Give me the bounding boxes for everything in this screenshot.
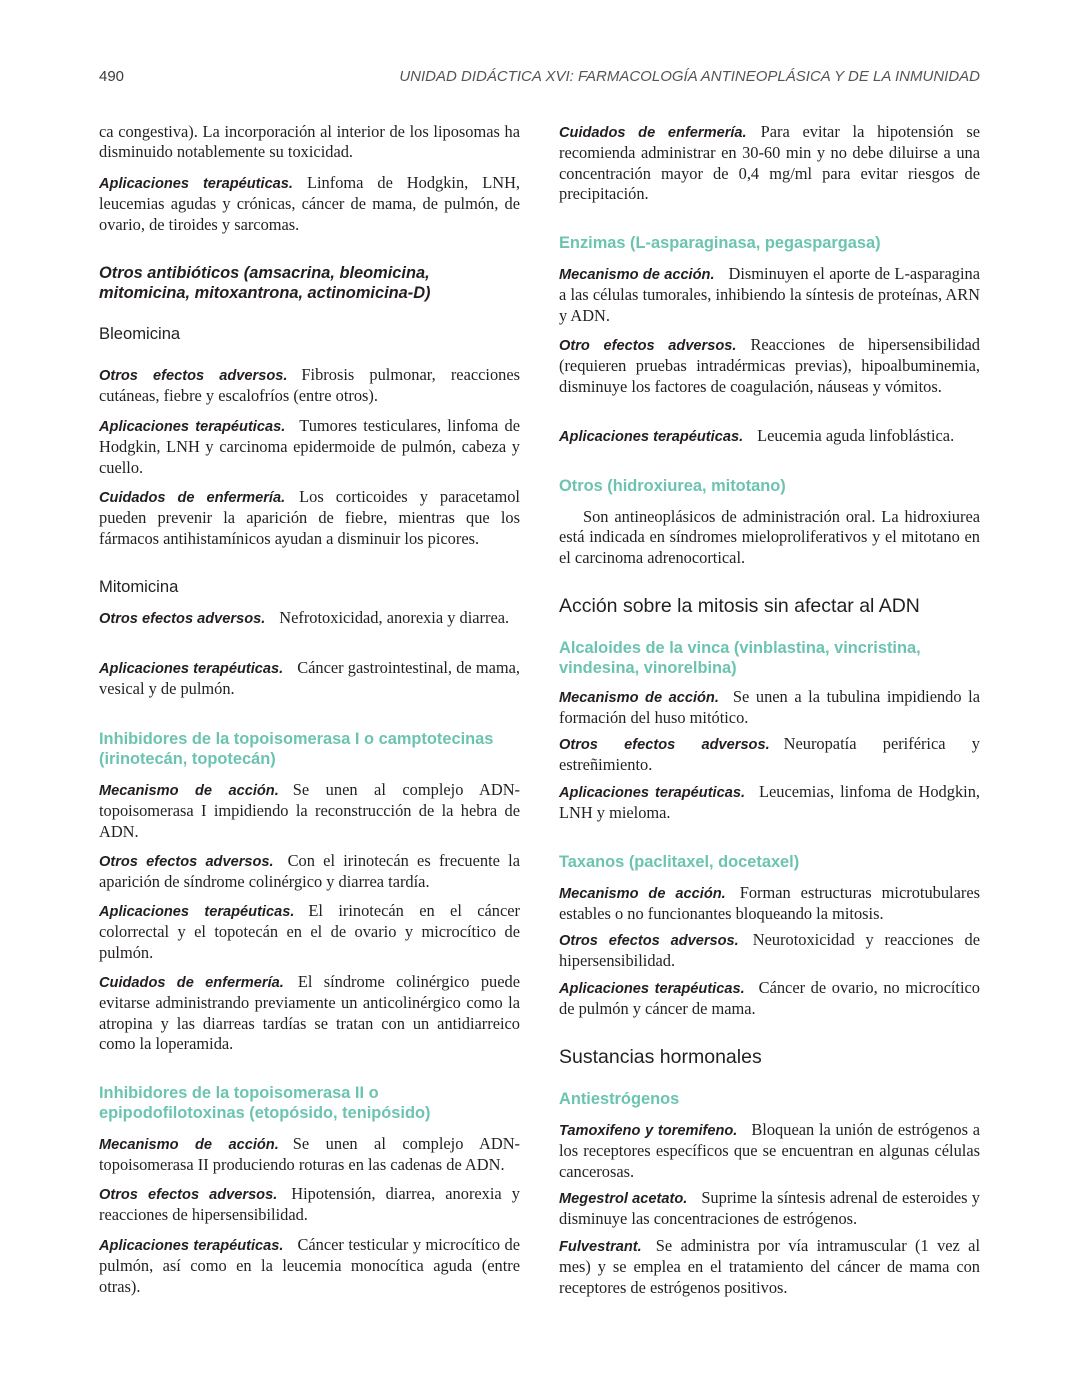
paragraph-label: Aplicaciones terapéuticas. xyxy=(559,981,745,997)
paragraph-label: Aplicaciones terapéuticas. xyxy=(99,1238,284,1254)
paragraph-text: Nefrotoxicidad, anorexia y diarrea. xyxy=(279,608,510,627)
paragraph-text: Leucemia aguda linfoblástica. xyxy=(757,426,955,445)
paragraph-label: Megestrol acetato. xyxy=(559,1191,688,1207)
paragraph xyxy=(559,264,980,326)
paragraph xyxy=(559,1236,980,1298)
paragraph-label: Mecanismo de acción. xyxy=(99,1137,279,1153)
paragraph-label: Aplicaciones terapéuticas. xyxy=(559,429,744,445)
paragraph-text: Disminuyen el aporte de L-asparagina a las células tumorales, inhibiendo la síntesis de proteínas, ARN y ADN. xyxy=(559,264,980,325)
paragraph-text: Son antineoplásicos de administración oral. La hidroxiurea está indicada en síndromes mieloproliferativos y el mitotano en el carcinoma adrenocortical. xyxy=(559,507,980,567)
paragraph-label: Cuidados de enfermería. xyxy=(99,490,286,506)
paragraph xyxy=(559,426,980,447)
paragraph xyxy=(559,1120,980,1182)
subsection-heading: Otros antibióticos (amsacrina, bleomicina, mitomicina, mitoxantrona, actinomicina-D) xyxy=(99,264,431,303)
paragraph-text: Reacciones de hipersensibilidad (requieren pruebas intradérmicas previas), hipoalbuminemia, disminuye los factores de coagulación, náuseas y vómitos. xyxy=(559,335,980,396)
paragraph-label: Otros efectos adversos. xyxy=(99,1187,278,1203)
paragraph-text: Se administra por vía intramuscular (1 vez al mes) y se emplea en el tratamiento del cáncer de mama con receptores de estrógenos positivos. xyxy=(559,1236,980,1297)
paragraph-label: Aplicaciones terapéuticas. xyxy=(99,419,286,435)
paragraph-label: Tamoxifeno y toremifeno. xyxy=(559,1123,738,1139)
paragraph-label: Aplicaciones terapéuticas. xyxy=(99,661,284,677)
paragraph-text: Tumores testiculares, linfoma de Hodgkin, LNH y carcinoma epidermoide de pulmón, cabeza y cuello. xyxy=(99,416,520,477)
paragraph-text: El síndrome colinérgico puede evitarse administrando previamente un anticolinérgico como la atropina y las diarreas tardías se tratan con un antidiarreico como la loperamida. xyxy=(99,972,520,1053)
paragraph xyxy=(99,487,520,549)
paragraph-text: Cáncer gastrointestinal, de mama, vesical y de pulmón. xyxy=(99,658,520,699)
paragraph xyxy=(559,507,980,568)
paragraph xyxy=(99,1134,520,1176)
paragraph-text: Se unen al complejo ADN-topoisomerasa II produciendo roturas en las cadenas de ADN. xyxy=(99,1134,520,1175)
paragraph-label: Otros efectos adversos. xyxy=(559,933,739,949)
subsection-heading: Inhibidores de la topoisomerasa I o camptotecinas (irinotecán, topotecán) xyxy=(99,730,494,769)
paragraph-text: El irinotecán en el cáncer colorrectal y el topotecán en el de ovario y microcítico de pulmón. xyxy=(99,901,520,962)
paragraph xyxy=(99,851,520,893)
paragraph xyxy=(99,901,520,963)
paragraph xyxy=(99,122,520,163)
paragraph xyxy=(559,335,980,397)
paragraph-label: Cuidados de enfermería. xyxy=(559,125,747,141)
paragraph-text: Leucemias, linfoma de Hodgkin, LNH y mieloma. xyxy=(559,782,980,823)
paragraph xyxy=(99,780,520,842)
paragraph-text: Se unen al complejo ADN-topoisomerasa I impidiendo la reconstrucción de la hebra de ADN. xyxy=(99,780,520,841)
paragraph xyxy=(99,1184,520,1226)
paragraph-label: Fulvestrant. xyxy=(559,1239,642,1255)
paragraph xyxy=(99,608,520,629)
paragraph-text: Neurotoxicidad y reacciones de hipersensibilidad. xyxy=(559,930,980,971)
section-heading: Sustancias hormonales xyxy=(559,1046,762,1068)
subsection-heading: Inhibidores de la topoisomerasa II o epipodofilotoxinas (etopósido, tenipósido) xyxy=(99,1084,431,1123)
paragraph xyxy=(559,687,980,729)
paragraph-text: Con el irinotecán es frecuente la aparición de síndrome colinérgico y diarrea tardía. xyxy=(99,851,520,892)
running-title: UNIDAD DIDÁCTICA XVI: FARMACOLOGÍA ANTINEOPLÁSICA Y DE LA INMUNIDAD xyxy=(399,68,980,85)
paragraph-text: Bloquean la unión de estrógenos a los receptores específicos que se encuentran en algunas células cancerosas. xyxy=(559,1120,980,1181)
paragraph-text: Fibrosis pulmonar, reacciones cutáneas, fiebre y escalofríos (entre otros). xyxy=(99,365,520,406)
paragraph xyxy=(99,1235,520,1297)
paragraph-text: Suprime la síntesis adrenal de esteroides y disminuye las concentraciones de estrógenos. xyxy=(559,1188,980,1229)
subsection-heading: Taxanos (paclitaxel, docetaxel) xyxy=(559,853,800,871)
paragraph xyxy=(559,122,980,204)
paragraph-text: Los corticoides y paracetamol pueden prevenir la aparición de fiebre, mientras que los fármacos antihistamínicos ayudan a disminuir los picores. xyxy=(99,487,520,548)
paragraph xyxy=(559,883,980,925)
paragraph-text: Cáncer de ovario, no microcítico de pulmón y cáncer de mama. xyxy=(559,978,980,1019)
paragraph-label: Cuidados de enfermería. xyxy=(99,975,284,991)
paragraph-label: Mecanismo de acción. xyxy=(99,783,279,799)
paragraph-label: Otros efectos adversos. xyxy=(559,737,770,753)
subsection-heading: Enzimas (L-asparaginasa, pegaspargasa) xyxy=(559,234,881,252)
drug-heading: Bleomicina xyxy=(99,324,181,343)
subsection-heading: Alcaloides de la vinca (vinblastina, vincristina, vindesina, vinorelbina) xyxy=(559,639,921,678)
paragraph-text: ca congestiva). La incorporación al interior de los liposomas ha disminuido notablemente su toxicidad. xyxy=(99,122,520,162)
drug-heading: Mitomicina xyxy=(99,577,179,596)
paragraph xyxy=(99,972,520,1054)
page-number: 490 xyxy=(99,68,125,85)
paragraph xyxy=(99,173,520,235)
paragraph-label: Aplicaciones terapéuticas. xyxy=(99,904,295,920)
subsection-heading: Otros (hidroxiurea, mitotano) xyxy=(559,477,786,495)
paragraph-text: Linfoma de Hodgkin, LNH, leucemias agudas y crónicas, cáncer de mama, de pulmón, de ovario, de tiroides y sarcomas. xyxy=(99,173,521,234)
paragraph xyxy=(99,416,520,478)
paragraph-label: Otro efectos adversos. xyxy=(559,338,737,354)
paragraph-label: Aplicaciones terapéuticas. xyxy=(99,176,293,192)
paragraph-label: Otros efectos adversos. xyxy=(99,854,274,870)
paragraph xyxy=(99,365,520,407)
paragraph-label: Aplicaciones terapéuticas. xyxy=(559,785,746,801)
subsection-heading: Antiestrógenos xyxy=(559,1090,680,1108)
paragraph-text: Se unen a la tubulina impidiendo la formación del huso mitótico. xyxy=(559,687,980,728)
paragraph-label: Mecanismo de acción. xyxy=(559,886,726,902)
paragraph-text: Cáncer testicular y microcítico de pulmón, así como en la leucemia monocítica aguda (entre otras). xyxy=(99,1235,520,1296)
paragraph-text: Forman estructuras microtubulares estables o no funcionantes bloqueando la mitosis. xyxy=(559,883,980,924)
paragraph xyxy=(559,978,980,1020)
paragraph-label: Otros efectos adversos. xyxy=(99,611,266,627)
paragraph xyxy=(99,658,520,700)
section-heading: Acción sobre la mitosis sin afectar al ADN xyxy=(559,595,920,617)
paragraph xyxy=(559,782,980,824)
paragraph-text: Hipotensión, diarrea, anorexia y reacciones de hipersensibilidad. xyxy=(99,1184,520,1225)
paragraph-label: Otros efectos adversos. xyxy=(99,368,288,384)
paragraph xyxy=(559,930,980,972)
paragraph xyxy=(559,1188,980,1230)
paragraph-label: Mecanismo de acción. xyxy=(559,690,719,706)
paragraph-text: Para evitar la hipotensión se recomienda administrar en 30-60 min y no debe diluirse a una concentración mayor de 0,4 mg/ml para evitar riesgos de precipitación. xyxy=(559,122,980,203)
paragraph-text: Neuropatía periférica y estreñimiento. xyxy=(559,734,981,775)
paragraph xyxy=(559,734,980,776)
paragraph-label: Mecanismo de acción. xyxy=(559,267,715,283)
